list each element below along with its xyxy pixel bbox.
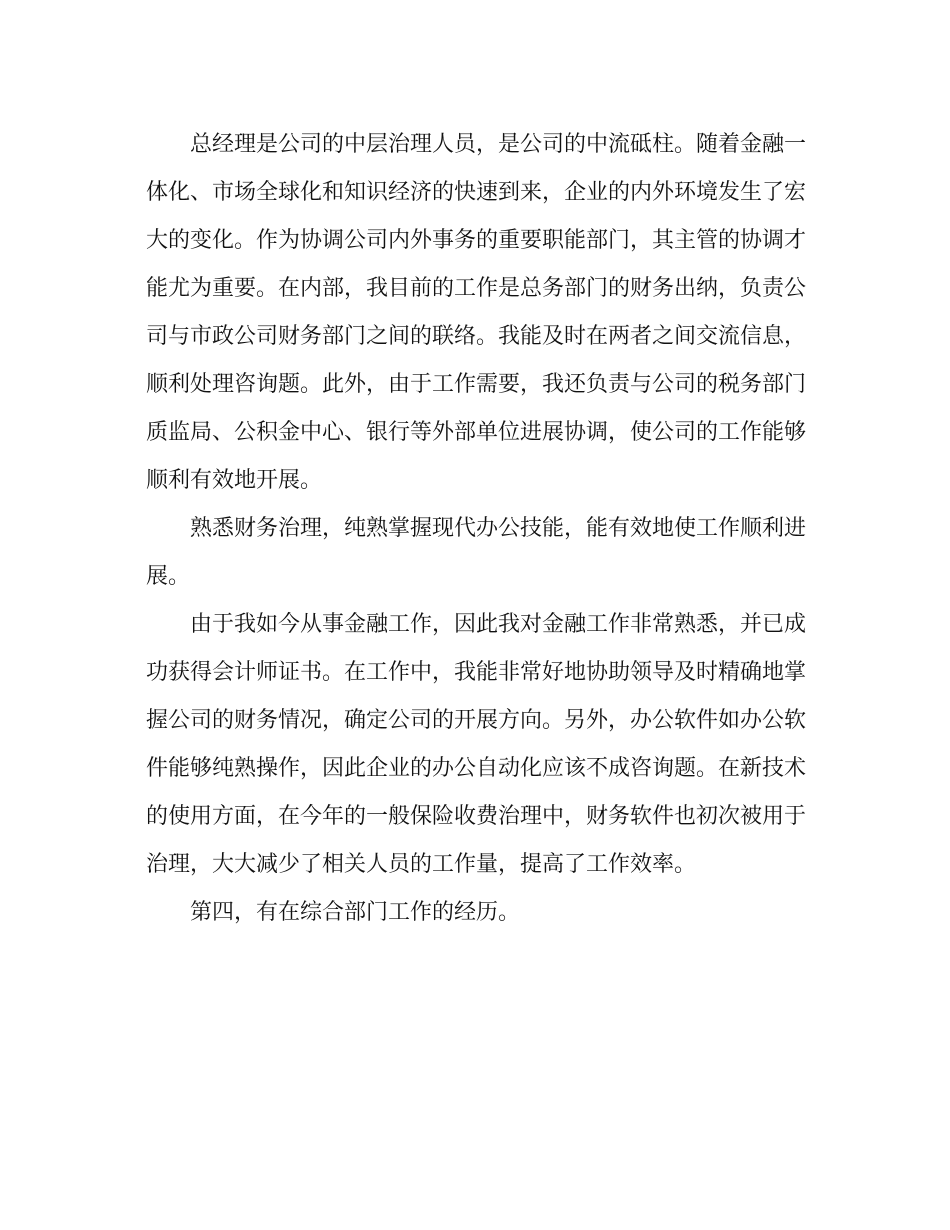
paragraph-line: 由于我如今从事金融工作，因此我对金融工作非常熟悉，并已成 — [190, 612, 807, 637]
paragraph-line: 展。 — [146, 564, 191, 589]
paragraph-line: 总经理是公司的中层治理人员，是公司的中流砥柱。随着金融一 — [190, 132, 807, 157]
paragraph-2 — [146, 505, 806, 601]
paragraph-line: 顺利处理咨询题。此外，由于工作需要，我还负责与公司的税务部门 — [146, 372, 807, 397]
paragraph-line: 治理，大大减少了相关人员的工作量，提高了工作效率。 — [146, 852, 697, 877]
paragraph-3 — [146, 601, 806, 889]
paragraph-line: 大的变化。作为协调公司内外事务的重要职能部门，其主管的协调才 — [146, 228, 807, 253]
paragraph-line: 功获得会计师证书。在工作中，我能非常好地协助领导及时精确地掌 — [146, 660, 807, 685]
paragraph-line: 体化、市场全球化和知识经济的快速到来，企业的内外环境发生了宏 — [146, 180, 807, 205]
paragraph-line: 质监局、公积金中心、银行等外部单位进展协调，使公司的工作能够 — [146, 420, 807, 445]
paragraph-line: 熟悉财务治理，纯熟掌握现代办公技能，能有效地使工作顺利进 — [190, 516, 807, 541]
paragraph-line: 第四，有在综合部门工作的经历。 — [190, 900, 521, 925]
paragraph-line: 能尤为重要。在内部，我目前的工作是总务部门的财务出纳，负责公 — [146, 276, 807, 301]
paragraph-4 — [146, 889, 806, 937]
paragraph-line: 握公司的财务情况，确定公司的开展方向。另外，办公软件如办公软 — [146, 708, 807, 733]
document-body — [146, 121, 806, 937]
paragraph-line: 顺利有效地开展。 — [146, 468, 323, 493]
paragraph-1 — [146, 121, 806, 505]
paragraph-line: 的使用方面，在今年的一般保险收费治理中，财务软件也初次被用于 — [146, 804, 807, 829]
paragraph-line: 件能够纯熟操作，因此企业的办公自动化应该不成咨询题。在新技术 — [146, 756, 807, 781]
paragraph-line: 司与市政公司财务部门之间的联络。我能及时在两者之间交流信息， — [146, 324, 807, 349]
